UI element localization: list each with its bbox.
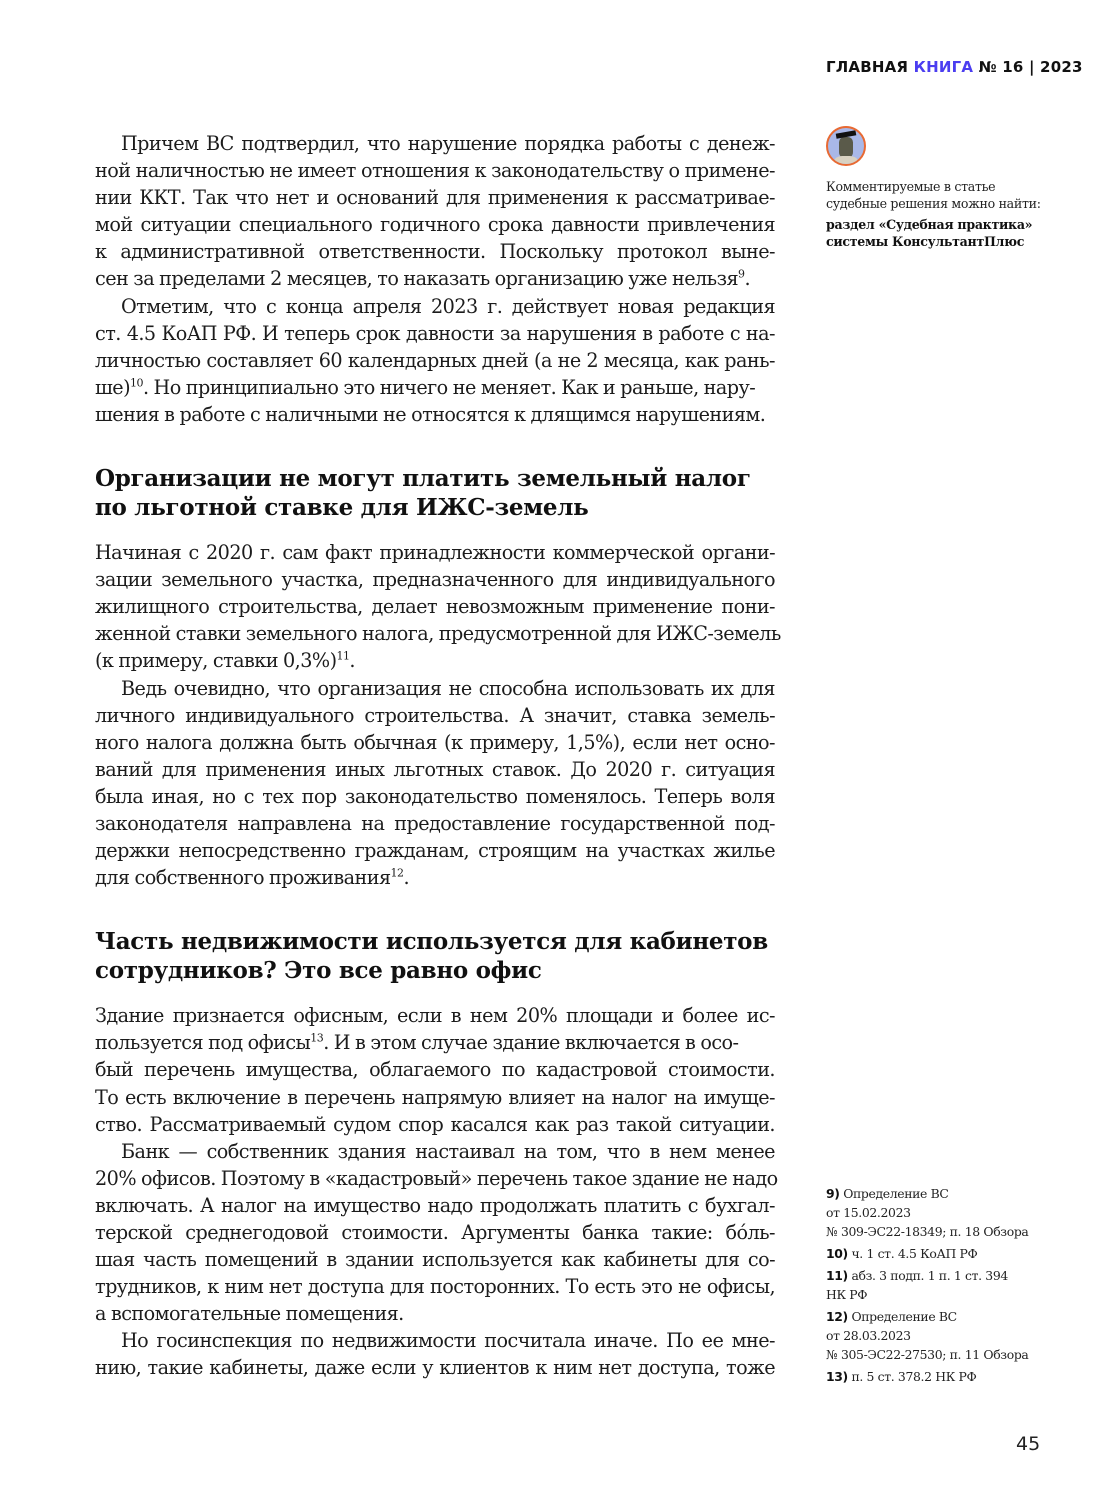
footnote-ref[interactable]: 10 [130,376,143,390]
brand-name-part2: КНИГА [913,58,974,76]
footnote: 11) абз. 3 подп. 1 п. 1 ст. 394 НК РФ [826,1268,1008,1302]
running-header [826,58,1083,76]
paragraph: Причем ВС подтвердил, что нарушение порядка работы с денеж- ной наличностью не имеет отношения к законодательству о примене- нии ККТ. Так что нет и оснований для применения к рассматривае- мой ситуации специального годичного срока давности привлечения к административной ответственности. Поскольку протокол выне- сен за пределами 2 месяцев, то наказать организацию уже нельзя$^9$. [95,132,775,291]
footnote: 13) п. 5 ст. 378.2 НК РФ [826,1369,977,1384]
professor-avatar-icon [826,126,866,166]
sidebar-source: раздел «Судебная практика» системы КонсультантПлюс [826,217,1033,249]
paragraph: Но госинспекция по недвижимости посчитала иначе. По ее мне- нию, такие кабинеты, даже если у клиентов к ним нет доступа, тоже [95,1329,775,1380]
footnote-ref[interactable]: 11 [336,650,350,664]
footnotes [826,1184,1066,1389]
page-number: 45 [1016,1433,1041,1455]
footnote: 9) Определение ВС от 15.02.2023 № 309-ЭС22-18349; п. 18 Обзора [826,1186,1029,1239]
footnote-ref[interactable]: 12 [390,866,404,880]
section-heading: Организации не могут платить земельный налог по льготной ставке для ИЖС-земель [95,465,751,522]
footnote-ref[interactable]: 9 [738,268,745,282]
footnote: 12) Определение ВС от 28.03.2023 № 305-ЭС22-27530; п. 11 Обзора [826,1309,1029,1362]
sidebar-note [826,126,1066,250]
paragraph: Отметим, что с конца апреля 2023 г. действует новая редакция ст. 4.5 КоАП РФ. И теперь срок давности за нарушения в работе с на- личностью составляет 60 календарных дней (а не 2 месяца, как рань- ше)$^{10}$. Но принципиально это ничего не меняет. Как и раньше, нару- шения в работе с наличными не относятся к длящимся нарушениям. [95,294,775,426]
paragraph: Начиная с 2020 г. сам факт принадлежности коммерческой органи- зации земельного участка, предназначенного для индивидуального жилищного строительства, делает невозможным применение пони- женной ставки земельного налога, предусмотренной для ИЖС-земель (к примеру, ставки 0,3%)$^{11}$. [95,541,781,673]
article-body [95,130,781,1382]
sidebar-note-text: судебные решения можно найти: [826,196,1041,211]
footnote: 10) ч. 1 ст. 4.5 КоАП РФ [826,1246,978,1261]
paragraph: Здание признается офисным, если в нем 20% площади и более ис- пользуется под офисы$^{13}$. И в этом случае здание включается в осо- бый перечень имущества, облагаемого по кадастровой стоимости. То есть включение в перечень напрямую влияет на налог на имуще- ство. Рассматриваемый судом спор касался как раз такой ситуации. [95,1004,775,1136]
sidebar-note-text: Комментируемые в статье [826,179,996,194]
footnote-ref[interactable]: 13 [310,1031,324,1045]
issue-number: № 16 | 2023 [978,58,1083,76]
section-heading: Часть недвижимости используется для кабинетов сотрудников? Это все равно офис [95,928,768,985]
paragraph: Ведь очевидно, что организация не способна использовать их для личного индивидуального строительства. А значит, ставка земель- ного налога должна быть обычная (к примеру, 1,5%), если нет осно- ваний для применения иных льготных ставок. До 2020 г. ситуация была иная, но с тех пор законодательство поменялось. Теперь воля законодателя направлена на предоставление государственной под- держки непосредственно гражданам, строящим на участках жилье для собственного проживания$^{12}$. [95,676,775,890]
paragraph: Банк — собственник здания настаивал на том, что в нем менее 20% офисов. Поэтому в «кадастровый» перечень такое здание не надо включать. А налог на имущество надо продолжать платить с бухгал- терской среднегодовой стоимости. Аргументы банка такие: бо́ль- шая часть помещений в здании используется как кабинеты для со- трудников, к ним нет доступа для посторонних. То есть это не офисы, а вспомогательные помещения. [95,1139,778,1326]
brand-name-part1: ГЛАВНАЯ [826,58,909,76]
